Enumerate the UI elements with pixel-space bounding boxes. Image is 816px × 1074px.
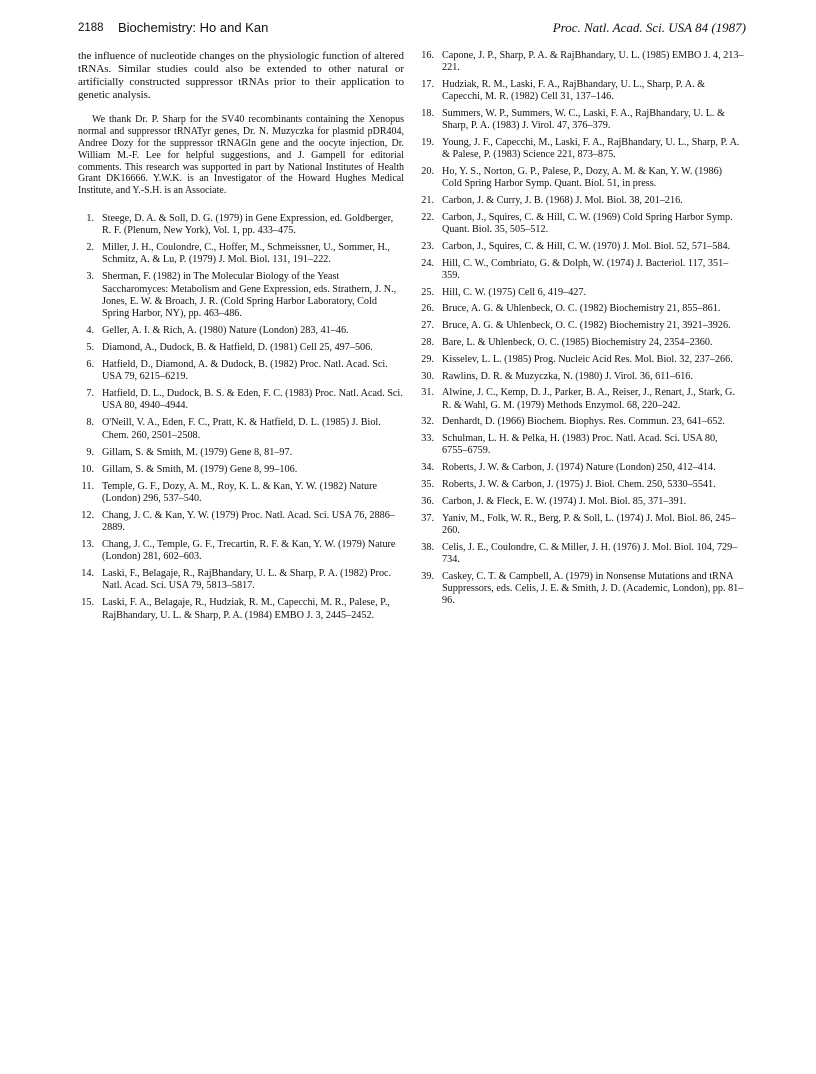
reference-item bbox=[418, 108, 744, 132]
reference-number: 29. bbox=[421, 353, 434, 365]
reference-number: 19. bbox=[421, 137, 434, 148]
reference-text: Rawlins, D. R. & Muzyczka, N. (1980) J. Virol. 36, 611–616. bbox=[442, 370, 693, 382]
reference-number: 15. bbox=[81, 597, 94, 609]
reference-text: Hill, C. W., Combriato, G. & Dolph, W. (1974) J. Bacteriol. 117, 351–359. bbox=[442, 257, 729, 281]
closing-paragraph: the influence of nucleotide changes on the physiologic function of altered tRNAs. Similar studies could also be extended to other natural or artificially constructed suppressor tRNAs prior to their application to genetic analysis. bbox=[78, 50, 404, 102]
reference-number: 18. bbox=[421, 108, 434, 119]
reference-text: Ho, Y. S., Norton, G. P., Palese, P., Dozy, A. M. & Kan, Y. W. (1986) Cold Spring Harbor Symp. Quant. Biol. 51, in press. bbox=[442, 166, 723, 190]
reference-text: Young, J. F., Capecchi, M., Laski, F. A., RajBhandary, U. L., Sharp, P. A. & Palese, P. (1983) Science 221, 873–875. bbox=[442, 137, 740, 161]
reference-number: 21. bbox=[421, 195, 434, 206]
reference-item bbox=[418, 303, 744, 315]
reference-item bbox=[418, 387, 744, 411]
reference-text: Bruce, A. G. & Uhlenbeck, O. C. (1982) Biochemistry 21, 3921–3926. bbox=[442, 320, 731, 332]
reference-text: Roberts, J. W. & Carbon, J. (1974) Nature (London) 250, 412–414. bbox=[442, 462, 716, 474]
reference-item bbox=[418, 571, 744, 608]
reference-number: 33. bbox=[421, 433, 434, 445]
reference-text: Diamond, A., Dudock, B. & Hatfield, D. (1981) Cell 25, 497–506. bbox=[102, 341, 373, 353]
reference-text: Capone, J. P., Sharp, P. A. & RajBhandary, U. L. (1985) EMBO J. 4, 213–221. bbox=[442, 50, 744, 74]
reference-number: 38. bbox=[421, 541, 434, 553]
reference-number: 14. bbox=[81, 568, 94, 580]
reference-item bbox=[418, 433, 744, 457]
reference-number: 31. bbox=[421, 387, 434, 399]
reference-item bbox=[418, 496, 744, 508]
reference-text: Sherman, F. (1982) in The Molecular Biology of the Yeast Saccharomyces: Metabolism and Gene Expression, eds. Strathern, J. N., Jones, E. W. & Broach, J. R. (Cold Spring Harbor Laboratory, Cold Spring Harbor, NY), pp. 463–486. bbox=[102, 271, 397, 319]
reference-item bbox=[418, 287, 744, 299]
reference-text: Laski, F. A., Belagaje, R., Hudziak, R. M., Capecchi, M. R., Palese, P., RajBhandary, U. L. & Sharp, P. A. (1984) EMBO J. 3, 2445–2452. bbox=[102, 597, 390, 621]
reference-text: Carbon, J., Squires, C. & Hill, C. W. (1970) J. Mol. Biol. 52, 571–584. bbox=[442, 240, 731, 252]
reference-number: 17. bbox=[421, 79, 434, 90]
reference-item bbox=[78, 539, 404, 563]
reference-item bbox=[418, 320, 744, 332]
reference-text: Caskey, C. T. & Campbell, A. (1979) in Nonsense Mutations and tRNA Suppressors, eds. Celis, J. E. & Smith, J. D. (Academic, London), pp. 81–96. bbox=[442, 570, 744, 606]
reference-number: 5. bbox=[86, 341, 94, 353]
reference-item bbox=[78, 510, 404, 534]
reference-text: Denhardt, D. (1966) Biochem. Biophys. Res. Commun. 23, 641–652. bbox=[442, 416, 725, 428]
reference-number: 4. bbox=[86, 324, 94, 336]
reference-list-left bbox=[78, 213, 404, 622]
reference-number: 13. bbox=[81, 538, 94, 550]
reference-number: 16. bbox=[421, 50, 434, 61]
reference-item bbox=[78, 242, 404, 266]
reference-item bbox=[418, 337, 744, 349]
reference-item bbox=[418, 79, 744, 103]
running-title: Biochemistry: Ho and Kan bbox=[118, 20, 269, 35]
reference-text: Alwine, J. C., Kemp, D. J., Parker, B. A., Reiser, J., Renart, J., Stark, G. R. & Wahl, G. M. (1979) Methods Enzymol. 68, 220–242. bbox=[442, 387, 735, 411]
reference-text: Steege, D. A. & Soll, D. G. (1979) in Gene Expression, ed. Goldberger, R. F. (Plenum, New York), Vol. 1, pp. 433–475. bbox=[102, 212, 394, 237]
reference-text: Laski, F., Belagaje, R., RajBhandary, U. L. & Sharp, P. A. (1982) Proc. Natl. Acad. Sci. USA 79, 5813–5817. bbox=[102, 568, 392, 592]
reference-item bbox=[418, 416, 744, 428]
reference-number: 24. bbox=[421, 257, 434, 269]
reference-number: 25. bbox=[421, 286, 434, 298]
reference-item bbox=[78, 271, 404, 320]
reference-text: Chang, J. C. & Kan, Y. W. (1979) Proc. Natl. Acad. Sci. USA 76, 2886–2889. bbox=[102, 509, 395, 533]
reference-number: 8. bbox=[86, 417, 94, 429]
reference-item bbox=[78, 342, 404, 354]
reference-number: 23. bbox=[421, 240, 434, 252]
right-column bbox=[418, 50, 744, 612]
reference-item bbox=[78, 417, 404, 441]
reference-text: Bruce, A. G. & Uhlenbeck, O. C. (1982) Biochemistry 21, 855–861. bbox=[442, 303, 721, 315]
reference-number: 30. bbox=[421, 370, 434, 382]
reference-item bbox=[418, 241, 744, 253]
reference-item bbox=[78, 481, 404, 505]
journal-citation: Proc. Natl. Acad. Sci. USA 84 (1987) bbox=[552, 20, 746, 35]
reference-number: 26. bbox=[421, 303, 434, 315]
reference-number: 32. bbox=[421, 416, 434, 428]
reference-list-right bbox=[418, 50, 744, 607]
reference-text: Roberts, J. W. & Carbon, J. (1975) J. Biol. Chem. 250, 5330–5541. bbox=[442, 478, 716, 490]
reference-text: Yaniv, M., Folk, W. R., Berg, P. & Soll, L. (1974) J. Mol. Biol. 86, 245–260. bbox=[442, 512, 736, 536]
reference-item bbox=[418, 354, 744, 366]
reference-item bbox=[78, 388, 404, 412]
reference-text: Geller, A. I. & Rich, A. (1980) Nature (London) 283, 41–46. bbox=[102, 324, 349, 336]
page-number: 2188 bbox=[78, 22, 104, 34]
reference-text: Carbon, J., Squires, C. & Hill, C. W. (1969) Cold Spring Harbor Symp. Quant. Biol. 35, 505–512. bbox=[442, 211, 733, 235]
reference-text: Temple, G. F., Dozy, A. M., Roy, K. L. & Kan, Y. W. (1982) Nature (London) 296, 537–540. bbox=[102, 480, 378, 504]
reference-item bbox=[418, 542, 744, 566]
reference-number: 20. bbox=[421, 166, 434, 177]
reference-text: Hudziak, R. M., Laski, F. A., RajBhandary, U. L., Sharp, P. A. & Capecchi, M. R. (1982) Cell 31, 137–146. bbox=[442, 79, 706, 103]
reference-text: Bare, L. & Uhlenbeck, O. C. (1985) Biochemistry 24, 2354–2360. bbox=[442, 336, 713, 348]
acknowledgments: We thank Dr. P. Sharp for the SV40 recombinants containing the Xenopus normal and suppressor tRNATyr genes, Dr. N. Muzyczka for plasmid pDR404, Andree Dozy for the suppressor tRNAGln gene and the oocyte injection, Dr. William M.-F. Lee for helpful suggestions, and J. Gampell for editorial comments. This research was supported in part by National Institutes of Health Grant DK16666. Y.W.K. is an Investigator of the Howard Hughes Medical Institute, and Y.-S.H. is an Associate. bbox=[78, 114, 404, 197]
reference-number: 10. bbox=[81, 463, 94, 475]
reference-item bbox=[78, 325, 404, 337]
reference-number: 3. bbox=[86, 271, 94, 283]
reference-text: Miller, J. H., Coulondre, C., Hoffer, M., Schmeissner, U., Sommer, H., Schmitz, A. & Lu, P. (1979) J. Mol. Biol. 131, 191–222. bbox=[102, 242, 390, 266]
reference-item bbox=[78, 447, 404, 459]
reference-number: 9. bbox=[86, 446, 94, 458]
reference-number: 37. bbox=[421, 512, 434, 524]
reference-text: Schulman, L. H. & Pelka, H. (1983) Proc. Natl. Acad. Sci. USA 80, 6755–6759. bbox=[442, 433, 718, 457]
reference-text: Chang, J. C., Temple, G. F., Trecartin, R. F. & Kan, Y. W. (1979) Nature (London) 281, 602–603. bbox=[102, 538, 396, 563]
reference-text: Hatfield, D. L., Dudock, B. S. & Eden, F. C. (1983) Proc. Natl. Acad. Sci. USA 80, 4940–4944. bbox=[102, 388, 403, 412]
reference-text: Kisselev, L. L. (1985) Prog. Nucleic Acid Res. Mol. Biol. 32, 237–266. bbox=[442, 353, 733, 365]
reference-text: Gillam, S. & Smith, M. (1979) Gene 8, 81–97. bbox=[102, 446, 293, 458]
reference-number: 27. bbox=[421, 320, 434, 332]
reference-item bbox=[418, 479, 744, 491]
reference-item bbox=[418, 137, 744, 161]
reference-item bbox=[418, 50, 744, 74]
reference-number: 1. bbox=[86, 212, 94, 224]
reference-text: Gillam, S. & Smith, M. (1979) Gene 8, 99–106. bbox=[102, 463, 298, 475]
reference-number: 36. bbox=[421, 495, 434, 507]
reference-text: Hatfield, D., Diamond, A. & Dudock, B. (1982) Proc. Natl. Acad. Sci. USA 79, 6215–6219. bbox=[102, 358, 388, 383]
reference-text: Carbon, J. & Fleck, E. W. (1974) J. Mol. Biol. 85, 371–391. bbox=[442, 495, 687, 507]
reference-number: 6. bbox=[86, 358, 94, 370]
reference-number: 12. bbox=[81, 509, 94, 521]
reference-item bbox=[418, 212, 744, 236]
reference-number: 39. bbox=[421, 570, 434, 582]
reference-number: 7. bbox=[86, 388, 94, 400]
reference-item bbox=[78, 213, 404, 237]
reference-item bbox=[418, 195, 744, 207]
reference-text: Summers, W. P., Summers, W. C., Laski, F. A., RajBhandary, U. L. & Sharp, P. A. (1983) J. Virol. 47, 376–379. bbox=[442, 108, 725, 132]
reference-number: 34. bbox=[421, 462, 434, 474]
reference-text: Carbon, J. & Curry, J. B. (1968) J. Mol. Biol. 38, 201–216. bbox=[442, 195, 683, 206]
reference-number: 2. bbox=[86, 242, 94, 254]
reference-item bbox=[78, 568, 404, 592]
reference-item bbox=[418, 371, 744, 383]
reference-item bbox=[78, 359, 404, 383]
reference-item bbox=[418, 513, 744, 537]
reference-number: 35. bbox=[421, 478, 434, 490]
reference-text: Celis, J. E., Coulondre, C. & Miller, J. H. (1976) J. Mol. Biol. 104, 729–734. bbox=[442, 541, 738, 565]
reference-item bbox=[418, 258, 744, 282]
reference-item bbox=[78, 597, 404, 621]
left-column bbox=[78, 50, 404, 627]
page-header bbox=[78, 20, 746, 40]
reference-item bbox=[418, 462, 744, 474]
reference-text: O'Neill, V. A., Eden, F. C., Pratt, K. & Hatfield, D. L. (1985) J. Biol. Chem. 260, 2501–2508. bbox=[102, 417, 381, 441]
reference-item bbox=[78, 464, 404, 476]
reference-number: 28. bbox=[421, 336, 434, 348]
reference-number: 11. bbox=[81, 480, 94, 492]
reference-number: 22. bbox=[421, 211, 434, 223]
reference-item bbox=[418, 166, 744, 190]
reference-text: Hill, C. W. (1975) Cell 6, 419–427. bbox=[442, 286, 587, 298]
